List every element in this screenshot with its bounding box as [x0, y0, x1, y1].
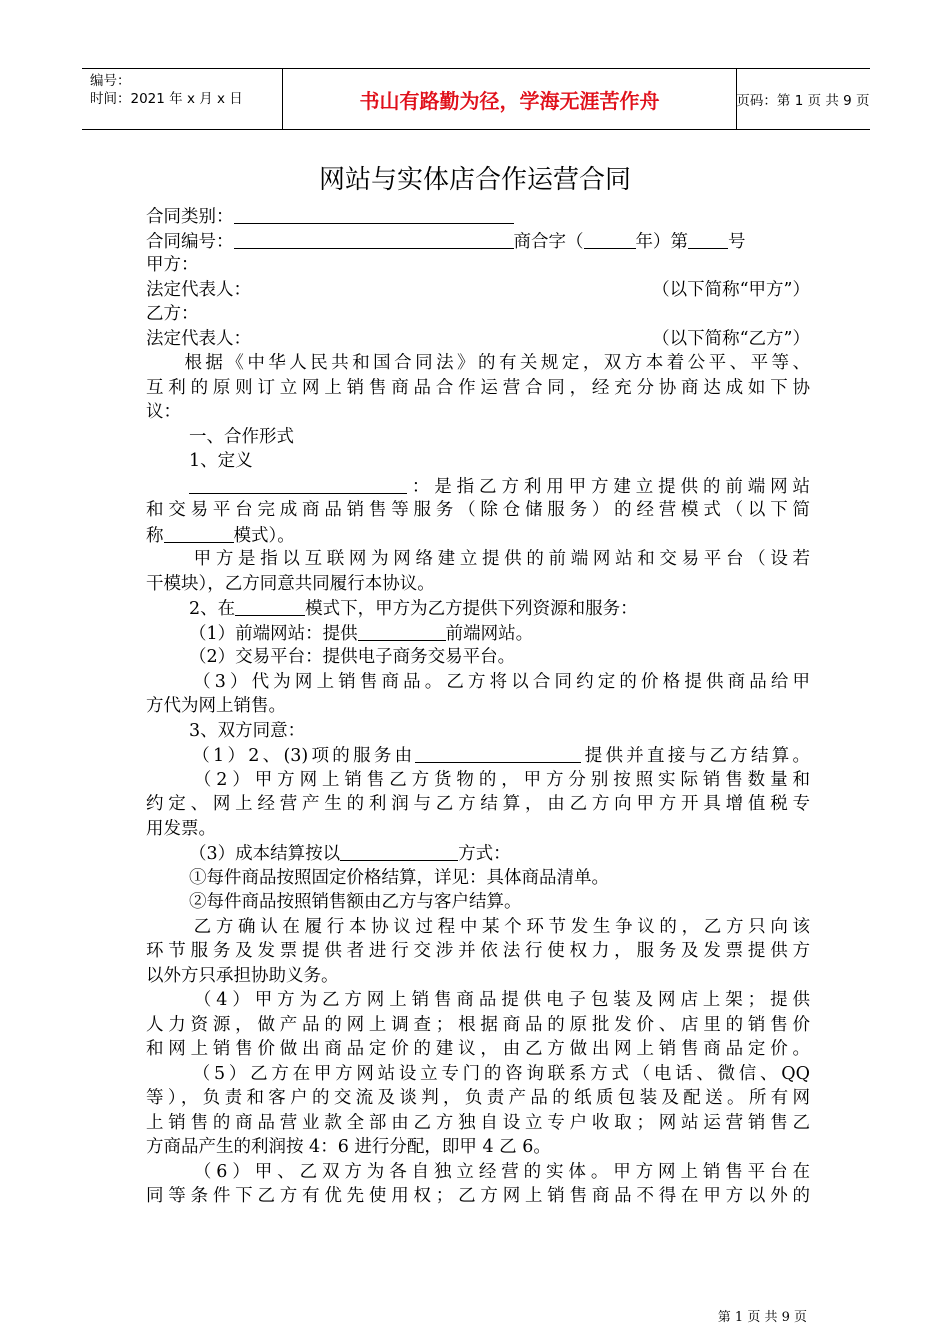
blank-contract-no[interactable] — [234, 229, 514, 249]
rep-a-line: 法定代表人： （以下简称“甲方”） — [146, 279, 810, 300]
clause-5-line-3: 上销售的商品营业款全部由乙方独自设立专户收取；网站运营销售乙 — [146, 1112, 810, 1133]
clause-6-line-1: （6）甲、乙双方为各自独立经营的实体。甲方网上销售平台在 — [189, 1161, 810, 1182]
clause-3-option-2: ②每件商品按照销售额由乙方与客户结算。 — [189, 892, 522, 912]
clause-6-line-2: 同等条件下乙方有优先使用权；乙方网上销售商品不得在甲方以外的 — [146, 1186, 810, 1206]
clause-2-line-3: 用发票。 — [146, 818, 216, 839]
clause-4-line-3: 和网上销售价做出商品定价的建议，由乙方做出网上销售商品定价。 — [146, 1039, 810, 1059]
party-a-def-line-1: 甲方是指以互联网为网络建立提供的前端网站和交易平台（设若 — [189, 549, 810, 569]
clause-2-line-2: 约定、网上经营产生的利润与乙方结算，由乙方向甲方开具增值税专 — [146, 794, 810, 814]
item-3-line-1: （3）代为网上销售商品。乙方将以合同约定的价格提供商品给甲 — [189, 671, 810, 692]
time-label: 时间：2021 年 x 月 x 日 — [90, 91, 243, 107]
preamble-line-1: 根据《中华人民共和国合同法》的有关规定，双方本着公平、平等、 — [181, 353, 810, 373]
document-body — [146, 204, 810, 1209]
item-1-line: （1）前端网站：提供 前端网站。 — [146, 621, 810, 646]
clause-5-line-4: 方商品产生的利润按 4：6 进行分配，即甲 4 乙 6。 — [146, 1137, 551, 1157]
blank-number[interactable] — [688, 229, 728, 249]
clause-1-line: （1）2、(3)项的服务由 提供并直接与乙方结算。 — [146, 743, 810, 768]
clause-5-line-2: 等），负责和客户的交流及谈判，负责产品的纸质包装及配送。所有网 — [146, 1088, 810, 1108]
header-page-info: 页码：第 1 页 共 9 页 — [736, 93, 870, 109]
clause-3-option-1: ①每件商品按照固定价格结算，详见：具体商品清单。 — [189, 867, 609, 888]
preamble-line-2: 互利的原则订立网上销售商品合作运营合同，经充分协商达成如下协 — [146, 377, 810, 398]
preamble-line-3: 议： — [146, 402, 181, 422]
blank-mode-2[interactable] — [235, 596, 305, 616]
blank-contract-type[interactable] — [234, 204, 514, 224]
contract-no-line: 合同编号： 商合字（ 年）第 号 — [146, 229, 810, 254]
item-2-line: （2）交易平台：提供电子商务交易平台。 — [189, 647, 516, 667]
serial-label: 编号： — [90, 73, 131, 89]
definition-line-3: 称 模式）。 — [146, 523, 810, 548]
section-1-3-heading: 3、双方同意： — [189, 720, 306, 741]
dispute-line-2: 环节服务及发票提供者进行交涉并依法行使权力，服务及发票提供方 — [146, 941, 810, 961]
clause-4-line-1: （4）甲方为乙方网上销售商品提供电子包装及网店上架；提供 — [189, 990, 810, 1010]
clause-3-line: （3）成本结算按以 方式： — [146, 841, 810, 866]
definition-line-2: 和交易平台完成商品销售等服务（除仓储服务）的经营模式（以下简 — [146, 500, 810, 520]
header-meta — [90, 72, 243, 108]
clause-5-line-1: （5）乙方在甲方网站设立专门的咨询联系方式（电话、微信、QQ — [189, 1063, 810, 1084]
page-footer: 第 1 页 共 9 页 — [717, 1310, 807, 1325]
document-title: 网站与实体店合作运营合同 — [318, 165, 631, 195]
rep-b-line: 法定代表人： （以下简称“乙方”） — [146, 328, 810, 349]
item-3-line-2: 方代为网上销售。 — [146, 696, 286, 716]
clause-4-line-2: 人力资源，做产品的网上调查；根据商品的原批发价、店里的销售价 — [146, 1014, 810, 1035]
party-a-def-line-2: 干模块），乙方同意共同履行本协议。 — [146, 573, 435, 594]
dispute-line-3: 以外方只承担协助义务。 — [146, 965, 339, 986]
blank-year[interactable] — [584, 229, 636, 249]
blank-settlement-method[interactable] — [340, 841, 458, 861]
section-1-2-line: 2、在 模式下，甲方为乙方提供下列资源和服务： — [146, 596, 810, 621]
blank-mode-name[interactable] — [189, 474, 407, 494]
section-1-1-heading: 1、定义 — [189, 451, 253, 471]
contract-type-line: 合同类别： — [146, 204, 810, 229]
blank-service-provider[interactable] — [415, 743, 581, 763]
page-header — [82, 68, 870, 130]
section-1-heading: 一、合作形式 — [189, 426, 294, 447]
blank-mode-short[interactable] — [164, 523, 234, 543]
party-a-line: 甲方： — [146, 255, 199, 275]
party-b-line: 乙方： — [146, 304, 199, 324]
blank-frontend-site[interactable] — [358, 621, 446, 641]
definition-line-1: ：是指乙方利用甲方建立提供的前端网站 — [146, 474, 810, 499]
dispute-line-1: 乙方确认在履行本协议过程中某个环节发生争议的，乙方只向该 — [189, 916, 810, 937]
header-motto: 书山有路勤为径，学海无涯苦作舟 — [282, 69, 737, 129]
clause-2-line-1: （2）甲方网上销售乙方货物的，甲方分别按照实际销售数量和 — [189, 769, 810, 790]
